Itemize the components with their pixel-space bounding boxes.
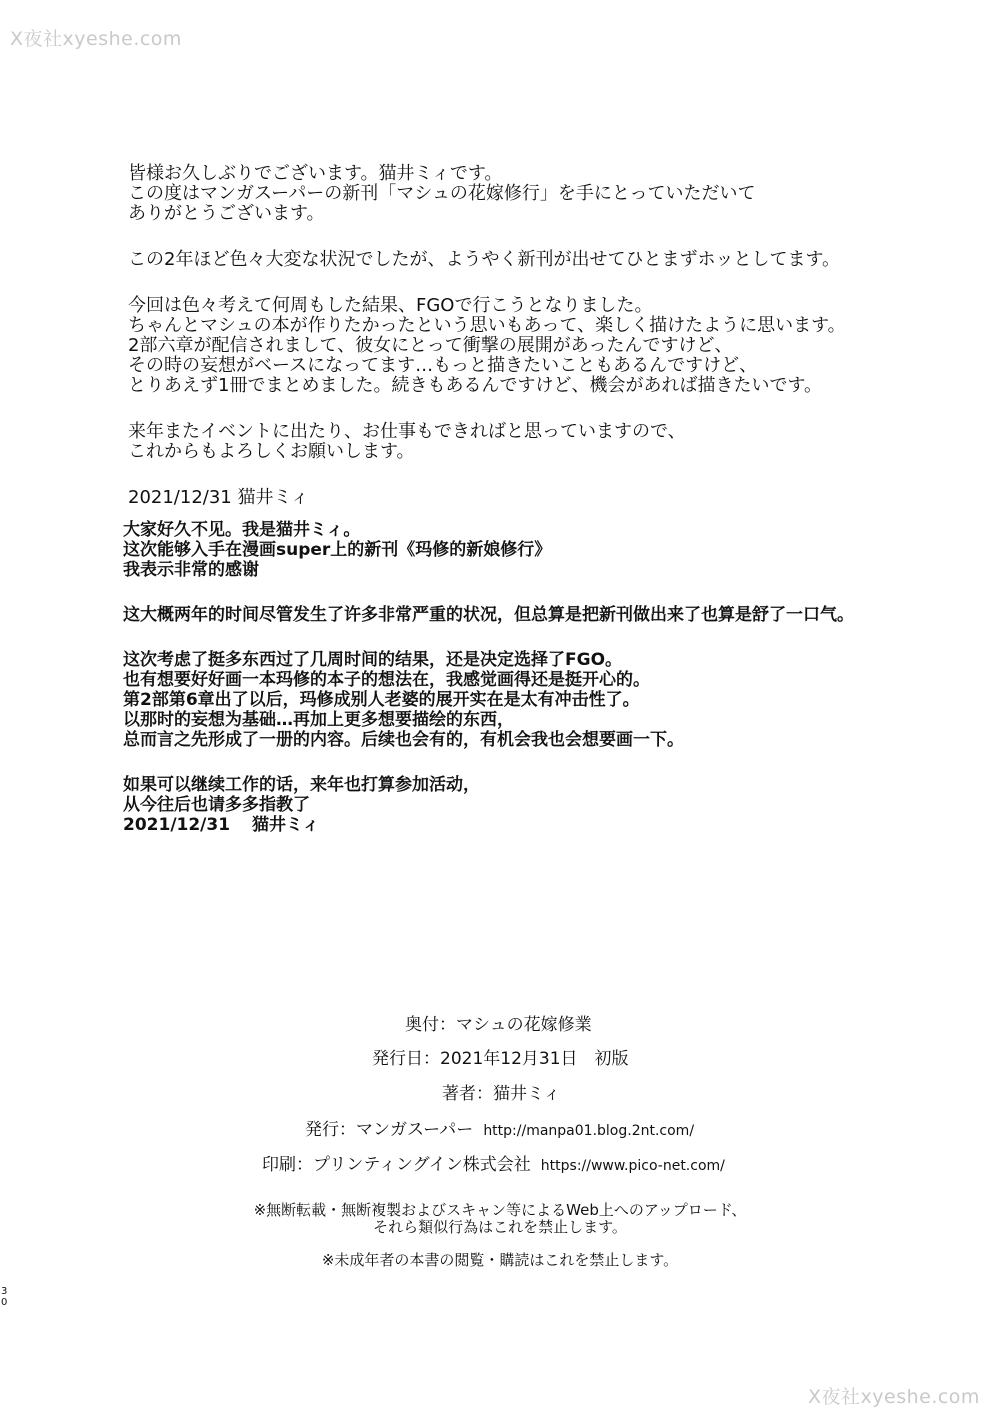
jp-line: これからもよろしくお願いします。 [128, 441, 415, 462]
jp-line: 皆様お久しぶりでございます。猫井ミィです。 [128, 163, 503, 184]
cn-line: 大家好久不见。我是猫井ミィ。 [123, 520, 361, 540]
jp-line: ありがとうございます。 [128, 203, 325, 224]
watermark-top: X夜社xyeshe.com [10, 28, 182, 50]
jp-line: 来年またイベントに出たり、お仕事もできればと思っていますので、 [128, 421, 686, 442]
cn-line: 从今往后也请多多指教了 [123, 795, 310, 815]
cn-signature-date: 2021/12/31 [123, 815, 231, 835]
cn-signature [123, 815, 993, 835]
watermark-bottom: X夜社xyeshe.com [808, 1386, 980, 1408]
cn-signature-name: 猫井ミィ [252, 815, 320, 835]
age-notice [0, 1252, 1000, 1269]
publisher-url: http://manpa01.blog.2nt.com/ [483, 1123, 695, 1139]
cn-line: 这次能够入手在漫画super上的新刊《玛修的新娘修行》 [123, 540, 552, 560]
notice-line: それら類似行為はこれを禁止します。 [373, 1218, 627, 1236]
printer-name: 印刷：プリンティングイン株式会社 [262, 1155, 531, 1175]
printer-url: https://www.pico-net.com/ [540, 1158, 725, 1174]
afterword-japanese [128, 164, 988, 508]
colophon-printer [262, 1150, 725, 1175]
jp-line: この度はマンガスーパーの新刊「マシュの花嫁修行」を手にとっていただいて [128, 183, 756, 204]
colophon-date: 発行日：2021年12月31日 初版 [372, 1049, 629, 1069]
jp-line: ちゃんとマシュの本が作りたかったという思いもあって、楽しく描けたように思います。 [128, 315, 846, 336]
jp-line: この2年ほど色々大変な状況でしたが、ようやく新刊が出せてひとまずホッとしてます。 [128, 249, 841, 270]
jp-line: 2部六章が配信されまして、彼女にとって衝撃の展開があったんですけど、 [128, 335, 733, 356]
cn-line: 如果可以继续工作的话，来年也打算参加活动， [123, 775, 480, 795]
jp-line: その時の妄想がベースになってます…もっと描きたいこともあるんですけど、 [128, 355, 758, 376]
publisher-name: 発行：マンガスーパー [305, 1120, 474, 1140]
jp-signature: 2021/12/31 猫井ミィ [128, 487, 309, 508]
jp-line: とりあえず1冊でまとめました。続きもあるんですけど、機会があれば描きたいです。 [128, 375, 823, 396]
jp-line: 今回は色々考えて何周もした結果、FGOで行こうとなりました。 [128, 295, 653, 316]
page-number-digit: 3 [1, 1286, 8, 1297]
cn-line: 我表示非常的感谢 [123, 560, 259, 580]
page-number [1, 1286, 9, 1308]
cn-line: 这次考虑了挺多东西过了几周时间的结果，还是决定选择了FGO。 [123, 650, 623, 670]
copyright-notice [0, 1202, 1000, 1236]
colophon-title: 奥付：マシュの花嫁修業 [405, 1015, 592, 1035]
colophon-author: 著者：猫井ミィ [442, 1084, 561, 1104]
cn-line: 也有想要好好画一本玛修的本子的想法在，我感觉画得还是挺开心的。 [123, 670, 650, 690]
page-number-digit: 0 [1, 1297, 8, 1308]
notice-line: ※未成年者の本書の閲覧・購読はこれを禁止します。 [321, 1251, 679, 1269]
cn-line: 总而言之先形成了一册的内容。后续也会有的，有机会我也会想要画一下。 [123, 730, 684, 750]
notice-line: ※無断転載・無断複製およびスキャン等によるWeb上へのアップロード、 [253, 1201, 747, 1219]
cn-line: 第2部第6章出了以后，玛修成别人老婆的展开实在是太有冲击性了。 [123, 690, 640, 710]
cn-line: 这大概两年的时间尽管发生了许多非常严重的状况，但总算是把新刊做出来了也算是舒了一口气。 [123, 605, 854, 625]
afterword-chinese [123, 520, 993, 835]
cn-line: 以那时的妄想为基础…再加上更多想要描绘的东西， [123, 710, 514, 730]
colophon-publisher [305, 1115, 694, 1140]
